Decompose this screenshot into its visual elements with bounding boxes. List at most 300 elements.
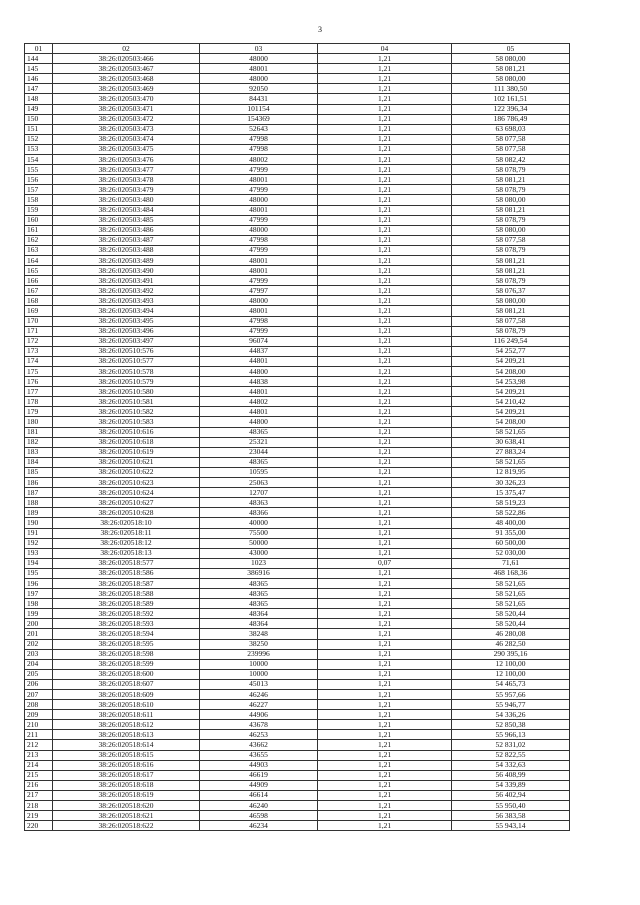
table-row (25, 336, 570, 346)
cadastral-number-cell: 38:26:020518:611 (53, 710, 200, 720)
area-cell: 48001 (200, 175, 318, 185)
value-cell: 58 519,23 (452, 498, 570, 508)
rate-cell: 1,21 (318, 780, 452, 790)
rate-cell: 1,21 (318, 589, 452, 599)
cadastral-number-cell: 38:26:020518:589 (53, 599, 200, 609)
area-cell: 10000 (200, 659, 318, 669)
row-number-cell: 187 (25, 488, 53, 498)
rate-cell: 1,21 (318, 690, 452, 700)
value-cell: 27 883,24 (452, 447, 570, 457)
table-row (25, 639, 570, 649)
area-cell: 48365 (200, 427, 318, 437)
area-cell: 47999 (200, 276, 318, 286)
cadastral-number-cell: 38:26:020503:486 (53, 225, 200, 235)
table-row (25, 427, 570, 437)
table-row (25, 155, 570, 165)
row-number-cell: 169 (25, 306, 53, 316)
column-header-05: 05 (452, 44, 570, 54)
table-row (25, 225, 570, 235)
area-cell: 47999 (200, 215, 318, 225)
table-row (25, 770, 570, 780)
value-cell: 54 209,21 (452, 356, 570, 366)
row-number-cell: 211 (25, 730, 53, 740)
area-cell: 12707 (200, 488, 318, 498)
row-number-cell: 200 (25, 619, 53, 629)
rate-cell: 1,21 (318, 437, 452, 447)
table-row (25, 54, 570, 64)
value-cell: 52 831,02 (452, 740, 570, 750)
value-cell: 54 209,21 (452, 387, 570, 397)
row-number-cell: 149 (25, 104, 53, 114)
table-row (25, 679, 570, 689)
value-cell: 48 400,00 (452, 518, 570, 528)
cadastral-number-cell: 38:26:020510:624 (53, 488, 200, 498)
rate-cell: 1,21 (318, 821, 452, 831)
value-cell: 58 081,21 (452, 64, 570, 74)
table-row (25, 124, 570, 134)
value-cell: 55 957,66 (452, 690, 570, 700)
value-cell: 58 077,58 (452, 316, 570, 326)
rate-cell: 1,21 (318, 74, 452, 84)
area-cell: 154369 (200, 114, 318, 124)
value-cell: 54 332,63 (452, 760, 570, 770)
value-cell: 58 521,65 (452, 599, 570, 609)
area-cell: 75500 (200, 528, 318, 538)
table-row (25, 165, 570, 175)
cadastral-number-cell: 38:26:020518:607 (53, 679, 200, 689)
table-row (25, 215, 570, 225)
value-cell: 52 850,38 (452, 720, 570, 730)
area-cell: 47999 (200, 326, 318, 336)
area-cell: 46619 (200, 770, 318, 780)
cadastral-number-cell: 38:26:020518:610 (53, 700, 200, 710)
table-row (25, 467, 570, 477)
cadastral-number-cell: 38:26:020518:619 (53, 790, 200, 800)
row-number-cell: 176 (25, 377, 53, 387)
value-cell: 58 080,00 (452, 225, 570, 235)
cadastral-number-cell: 38:26:020518:609 (53, 690, 200, 700)
value-cell: 54 336,26 (452, 710, 570, 720)
area-cell: 43655 (200, 750, 318, 760)
cadastral-number-cell: 38:26:020518:598 (53, 649, 200, 659)
table-row (25, 144, 570, 154)
cadastral-number-cell: 38:26:020518:600 (53, 669, 200, 679)
rate-cell: 1,21 (318, 54, 452, 64)
area-cell: 48365 (200, 457, 318, 467)
area-cell: 47999 (200, 165, 318, 175)
value-cell: 12 100,00 (452, 659, 570, 669)
cadastral-number-cell: 38:26:020503:474 (53, 134, 200, 144)
cadastral-number-cell: 38:26:020503:491 (53, 276, 200, 286)
cadastral-number-cell: 38:26:020503:493 (53, 296, 200, 306)
cadastral-number-cell: 38:26:020518:587 (53, 578, 200, 588)
value-cell: 54 465,73 (452, 679, 570, 689)
table-row (25, 205, 570, 215)
rate-cell: 1,21 (318, 124, 452, 134)
value-cell: 46 280,08 (452, 629, 570, 639)
rate-cell: 1,21 (318, 740, 452, 750)
rate-cell: 1,21 (318, 548, 452, 558)
value-cell: 58 078,79 (452, 185, 570, 195)
rate-cell: 1,21 (318, 578, 452, 588)
area-cell: 96074 (200, 336, 318, 346)
row-number-cell: 195 (25, 568, 53, 578)
rate-cell: 1,21 (318, 700, 452, 710)
row-number-cell: 173 (25, 346, 53, 356)
area-cell: 44909 (200, 780, 318, 790)
cadastral-number-cell: 38:26:020503:478 (53, 175, 200, 185)
table-row (25, 447, 570, 457)
area-cell: 44801 (200, 407, 318, 417)
area-cell: 46240 (200, 801, 318, 811)
column-header-03: 03 (200, 44, 318, 54)
rate-cell: 1,21 (318, 518, 452, 528)
rate-cell: 1,21 (318, 205, 452, 215)
row-number-cell: 158 (25, 195, 53, 205)
table-row (25, 488, 570, 498)
value-cell: 54 209,21 (452, 407, 570, 417)
row-number-cell: 151 (25, 124, 53, 134)
row-number-cell: 198 (25, 599, 53, 609)
table-row (25, 397, 570, 407)
area-cell: 23044 (200, 447, 318, 457)
cadastral-number-cell: 38:26:020503:468 (53, 74, 200, 84)
rate-cell: 1,21 (318, 387, 452, 397)
row-number-cell: 206 (25, 679, 53, 689)
rate-cell: 1,21 (318, 346, 452, 356)
cadastral-number-cell: 38:26:020503:479 (53, 185, 200, 195)
cadastral-number-cell: 38:26:020510:628 (53, 508, 200, 518)
cadastral-number-cell: 38:26:020503:489 (53, 255, 200, 265)
rate-cell: 1,21 (318, 478, 452, 488)
value-cell: 12 100,00 (452, 669, 570, 679)
cadastral-number-cell: 38:26:020510:582 (53, 407, 200, 417)
page-number: 3 (318, 25, 322, 34)
area-cell: 46234 (200, 821, 318, 831)
value-cell: 55 943,14 (452, 821, 570, 831)
rate-cell: 1,21 (318, 356, 452, 366)
value-cell: 58 080,00 (452, 296, 570, 306)
row-number-cell: 188 (25, 498, 53, 508)
cadastral-number-cell: 38:26:020510:578 (53, 367, 200, 377)
rate-cell: 1,21 (318, 417, 452, 427)
area-cell: 46227 (200, 700, 318, 710)
area-cell: 48364 (200, 609, 318, 619)
table-row (25, 649, 570, 659)
cadastral-number-cell: 38:26:020518:588 (53, 589, 200, 599)
area-cell: 48365 (200, 599, 318, 609)
cadastral-number-cell: 38:26:020518:621 (53, 811, 200, 821)
rate-cell: 1,21 (318, 639, 452, 649)
table-row (25, 94, 570, 104)
value-cell: 58 077,58 (452, 134, 570, 144)
table-row (25, 84, 570, 94)
value-cell: 63 698,03 (452, 124, 570, 134)
table-row (25, 760, 570, 770)
value-cell: 58 521,65 (452, 589, 570, 599)
area-cell: 44906 (200, 710, 318, 720)
row-number-cell: 175 (25, 367, 53, 377)
row-number-cell: 196 (25, 578, 53, 588)
row-number-cell: 212 (25, 740, 53, 750)
row-number-cell: 174 (25, 356, 53, 366)
area-cell: 48366 (200, 508, 318, 518)
area-cell: 47998 (200, 316, 318, 326)
value-cell: 55 966,13 (452, 730, 570, 740)
value-cell: 58 078,79 (452, 276, 570, 286)
cadastral-number-cell: 38:26:020503:471 (53, 104, 200, 114)
cadastral-number-cell: 38:26:020518:617 (53, 770, 200, 780)
area-cell: 47998 (200, 144, 318, 154)
rate-cell: 1,21 (318, 255, 452, 265)
area-cell: 101154 (200, 104, 318, 114)
area-cell: 43662 (200, 740, 318, 750)
row-number-cell: 190 (25, 518, 53, 528)
rate-cell: 1,21 (318, 144, 452, 154)
table-row (25, 266, 570, 276)
value-cell: 58 078,79 (452, 165, 570, 175)
value-cell: 58 080,00 (452, 54, 570, 64)
value-cell: 58 521,65 (452, 457, 570, 467)
cadastral-number-cell: 38:26:020503:484 (53, 205, 200, 215)
rate-cell: 1,21 (318, 367, 452, 377)
cadastral-number-cell: 38:26:020518:592 (53, 609, 200, 619)
row-number-cell: 179 (25, 407, 53, 417)
cadastral-number-cell: 38:26:020510:623 (53, 478, 200, 488)
value-cell: 58 081,21 (452, 175, 570, 185)
rate-cell: 1,21 (318, 447, 452, 457)
table-row (25, 589, 570, 599)
area-cell: 38250 (200, 639, 318, 649)
area-cell: 46246 (200, 690, 318, 700)
rate-cell: 1,21 (318, 760, 452, 770)
area-cell: 43000 (200, 548, 318, 558)
row-number-cell: 148 (25, 94, 53, 104)
cadastral-number-cell: 38:26:020518:615 (53, 750, 200, 760)
table-row (25, 74, 570, 84)
value-cell: 58 078,79 (452, 215, 570, 225)
value-cell: 56 383,58 (452, 811, 570, 821)
rate-cell: 1,21 (318, 508, 452, 518)
table-row (25, 235, 570, 245)
area-cell: 48001 (200, 306, 318, 316)
rate-cell: 1,21 (318, 114, 452, 124)
table-row (25, 740, 570, 750)
value-cell: 58 520,44 (452, 609, 570, 619)
cadastral-number-cell: 38:26:020518:593 (53, 619, 200, 629)
rate-cell: 1,21 (318, 801, 452, 811)
rate-cell: 1,21 (318, 457, 452, 467)
rate-cell: 1,21 (318, 619, 452, 629)
area-cell: 47998 (200, 235, 318, 245)
cadastral-number-cell: 38:26:020510:622 (53, 467, 200, 477)
table-row (25, 690, 570, 700)
table-row (25, 599, 570, 609)
rate-cell: 1,21 (318, 104, 452, 114)
area-cell: 44802 (200, 397, 318, 407)
rate-cell: 1,21 (318, 659, 452, 669)
value-cell: 58 522,86 (452, 508, 570, 518)
value-cell: 30 638,41 (452, 437, 570, 447)
area-cell: 48001 (200, 266, 318, 276)
value-cell: 58 081,21 (452, 205, 570, 215)
value-cell: 71,61 (452, 558, 570, 568)
value-cell: 58 077,58 (452, 235, 570, 245)
table-row (25, 811, 570, 821)
area-cell: 48365 (200, 589, 318, 599)
row-number-cell: 177 (25, 387, 53, 397)
value-cell: 46 282,50 (452, 639, 570, 649)
row-number-cell: 159 (25, 205, 53, 215)
value-cell: 54 208,00 (452, 367, 570, 377)
rate-cell: 1,21 (318, 629, 452, 639)
area-cell: 48000 (200, 225, 318, 235)
cadastral-number-cell: 38:26:020518:613 (53, 730, 200, 740)
cadastral-number-cell: 38:26:020518:622 (53, 821, 200, 831)
row-number-cell: 163 (25, 245, 53, 255)
area-cell: 48000 (200, 296, 318, 306)
rate-cell: 1,21 (318, 720, 452, 730)
area-cell: 48363 (200, 498, 318, 508)
rate-cell: 1,21 (318, 498, 452, 508)
table-row (25, 720, 570, 730)
rate-cell: 1,21 (318, 235, 452, 245)
row-number-cell: 202 (25, 639, 53, 649)
cadastral-number-cell: 38:26:020518:13 (53, 548, 200, 558)
rate-cell: 1,21 (318, 286, 452, 296)
value-cell: 58 521,65 (452, 427, 570, 437)
area-cell: 43678 (200, 720, 318, 730)
cadastral-number-cell: 38:26:020510:619 (53, 447, 200, 457)
area-cell: 44903 (200, 760, 318, 770)
row-number-cell: 204 (25, 659, 53, 669)
rate-cell: 1,21 (318, 175, 452, 185)
rate-cell: 1,21 (318, 316, 452, 326)
row-number-cell: 219 (25, 811, 53, 821)
value-cell: 58 077,58 (452, 144, 570, 154)
rate-cell: 1,21 (318, 266, 452, 276)
area-cell: 40000 (200, 518, 318, 528)
row-number-cell: 180 (25, 417, 53, 427)
rate-cell: 1,21 (318, 134, 452, 144)
table-row (25, 528, 570, 538)
area-cell: 46614 (200, 790, 318, 800)
cadastral-number-cell: 38:26:020503:494 (53, 306, 200, 316)
value-cell: 56 408,99 (452, 770, 570, 780)
table-row (25, 377, 570, 387)
rate-cell: 1,21 (318, 538, 452, 548)
rate-cell: 1,21 (318, 276, 452, 286)
area-cell: 38248 (200, 629, 318, 639)
area-cell: 50000 (200, 538, 318, 548)
rate-cell: 1,21 (318, 609, 452, 619)
rate-cell: 1,21 (318, 710, 452, 720)
area-cell: 45013 (200, 679, 318, 689)
value-cell: 54 339,89 (452, 780, 570, 790)
cadastral-number-cell: 38:26:020503:485 (53, 215, 200, 225)
cadastral-number-cell: 38:26:020503:487 (53, 235, 200, 245)
value-cell: 58 078,79 (452, 326, 570, 336)
table-row (25, 619, 570, 629)
cadastral-number-cell: 38:26:020510:576 (53, 346, 200, 356)
row-number-cell: 203 (25, 649, 53, 659)
row-number-cell: 178 (25, 397, 53, 407)
table-row (25, 750, 570, 760)
cadastral-number-cell: 38:26:020518:12 (53, 538, 200, 548)
row-number-cell: 144 (25, 54, 53, 64)
row-number-cell: 215 (25, 770, 53, 780)
row-number-cell: 194 (25, 558, 53, 568)
cadastral-number-cell: 38:26:020503:476 (53, 155, 200, 165)
row-number-cell: 170 (25, 316, 53, 326)
rate-cell: 1,21 (318, 407, 452, 417)
area-cell: 1023 (200, 558, 318, 568)
rate-cell: 1,21 (318, 488, 452, 498)
value-cell: 91 355,00 (452, 528, 570, 538)
rate-cell: 1,21 (318, 326, 452, 336)
row-number-cell: 208 (25, 700, 53, 710)
row-number-cell: 184 (25, 457, 53, 467)
cadastral-number-cell: 38:26:020510:616 (53, 427, 200, 437)
rate-cell: 1,21 (318, 528, 452, 538)
row-number-cell: 172 (25, 336, 53, 346)
row-number-cell: 164 (25, 255, 53, 265)
row-number-cell: 209 (25, 710, 53, 720)
area-cell: 10000 (200, 669, 318, 679)
table-row (25, 286, 570, 296)
table-row (25, 609, 570, 619)
row-number-cell: 160 (25, 215, 53, 225)
cadastral-number-cell: 38:26:020503:492 (53, 286, 200, 296)
row-number-cell: 162 (25, 235, 53, 245)
area-cell: 44837 (200, 346, 318, 356)
cadastral-number-cell: 38:26:020503:470 (53, 94, 200, 104)
table-row (25, 296, 570, 306)
value-cell: 52 822,55 (452, 750, 570, 760)
area-cell: 48001 (200, 255, 318, 265)
cadastral-number-cell: 38:26:020518:618 (53, 780, 200, 790)
cadastral-number-cell: 38:26:020503:466 (53, 54, 200, 64)
rate-cell: 1,21 (318, 185, 452, 195)
table-row (25, 316, 570, 326)
value-cell: 56 402,94 (452, 790, 570, 800)
cadastral-number-cell: 38:26:020510:580 (53, 387, 200, 397)
area-cell: 47999 (200, 185, 318, 195)
table-row (25, 518, 570, 528)
table-row (25, 568, 570, 578)
row-number-cell: 193 (25, 548, 53, 558)
table-row (25, 326, 570, 336)
table-row (25, 478, 570, 488)
cadastral-number-cell: 38:26:020503:473 (53, 124, 200, 134)
cadastral-number-cell: 38:26:020518:10 (53, 518, 200, 528)
row-number-cell: 154 (25, 155, 53, 165)
rate-cell: 1,21 (318, 790, 452, 800)
column-header-04: 04 (318, 44, 452, 54)
cadastral-number-cell: 38:26:020503:467 (53, 64, 200, 74)
row-number-cell: 207 (25, 690, 53, 700)
cadastral-number-cell: 38:26:020510:621 (53, 457, 200, 467)
cadastral-number-cell: 38:26:020518:595 (53, 639, 200, 649)
row-number-cell: 213 (25, 750, 53, 760)
row-number-cell: 150 (25, 114, 53, 124)
rate-cell: 1,21 (318, 155, 452, 165)
table-row (25, 780, 570, 790)
table-row (25, 558, 570, 568)
value-cell: 122 396,34 (452, 104, 570, 114)
row-number-cell: 171 (25, 326, 53, 336)
rate-cell: 1,21 (318, 296, 452, 306)
